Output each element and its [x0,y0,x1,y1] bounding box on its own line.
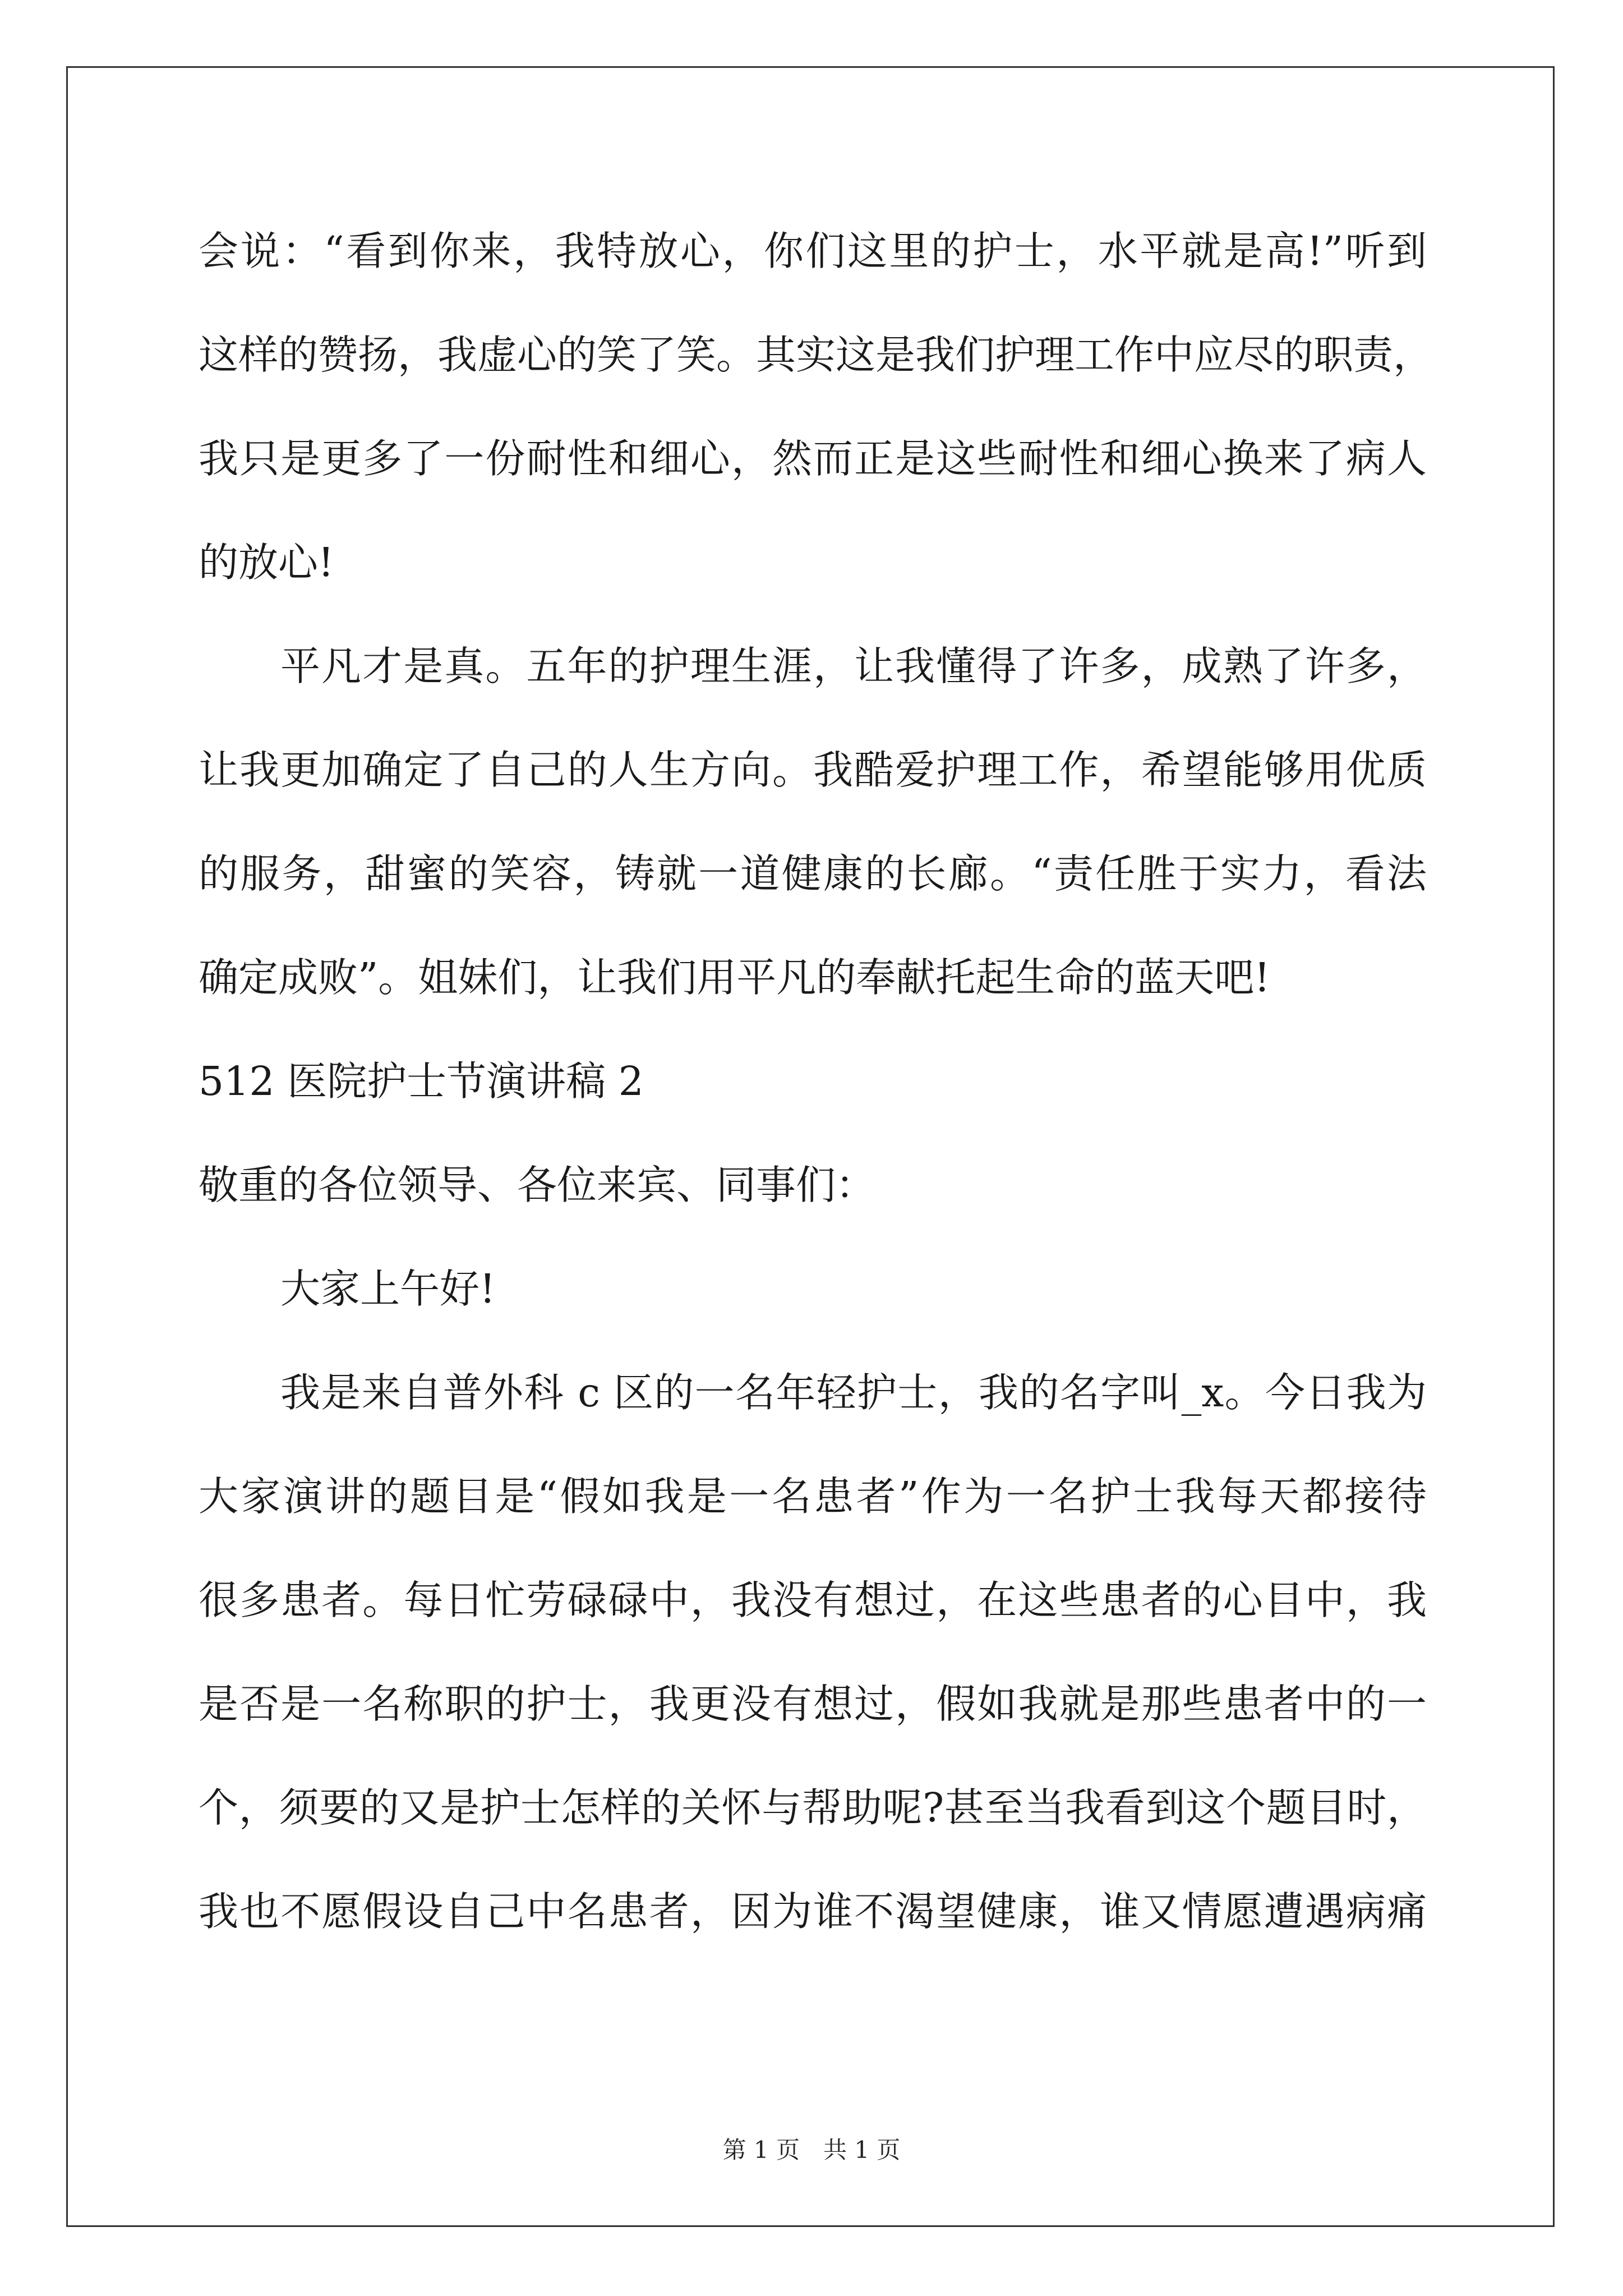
text-line: 让我更加确定了自己的人生方向。我酷爱护理工作，希望能够用优质 [199,747,1427,793]
text-line: 是否是一名称职的护士，我更没有想过，假如我就是那些患者中的一 [199,1681,1427,1727]
text-line: 我也不愿假设自己中名患者，因为谁不渴望健康，谁又情愿遭遇病痛 [199,1888,1427,1935]
paragraph-start-line: 平凡才是真。五年的护理生涯，让我懂得了许多，成熟了许多， [280,643,1427,689]
text-line: 的放心! [199,539,334,586]
text-line: 这样的赞扬，我虚心的笑了笑。其实这是我们护理工作中应尽的职责， [199,332,1433,378]
section-heading: 512 医院护士节演讲稿 2 [199,1058,644,1105]
text-line: 确定成败”。姐妹们，让我们用平凡的奉献托起生命的蓝天吧! [199,954,1270,1001]
text-line: 我只是更多了一份耐性和细心，然而正是这些耐性和细心换来了病人 [199,435,1427,482]
text-line: 大家演讲的题目是“假如我是一名患者”作为一名护士我每天都接待 [199,1473,1427,1520]
page-number-footer: 第 1 页 共 1 页 [722,2136,901,2164]
text-line: 个，须要的又是护士怎样的关怀与帮助呢?甚至当我看到这个题目时， [199,1784,1427,1831]
text-line: 很多患者。每日忙劳碌碌中，我没有想过，在这些患者的心目中，我 [199,1577,1427,1623]
text-line: 会说：“看到你来，我特放心，你们这里的护士，水平就是高!”听到 [199,228,1427,274]
document-body [199,221,1433,1985]
text-line: 的服务，甜蜜的笑容，铸就一道健康的长廊。“责任胜于实力，看法 [199,850,1427,897]
salutation-line: 敬重的各位领导、各位来宾、同事们： [199,1162,876,1208]
paragraph-start-line: 我是来自普外科 c 区的一名年轻护士，我的名字叫_x。今日我为 [280,1369,1427,1416]
greeting-line: 大家上午好! [280,1266,496,1312]
